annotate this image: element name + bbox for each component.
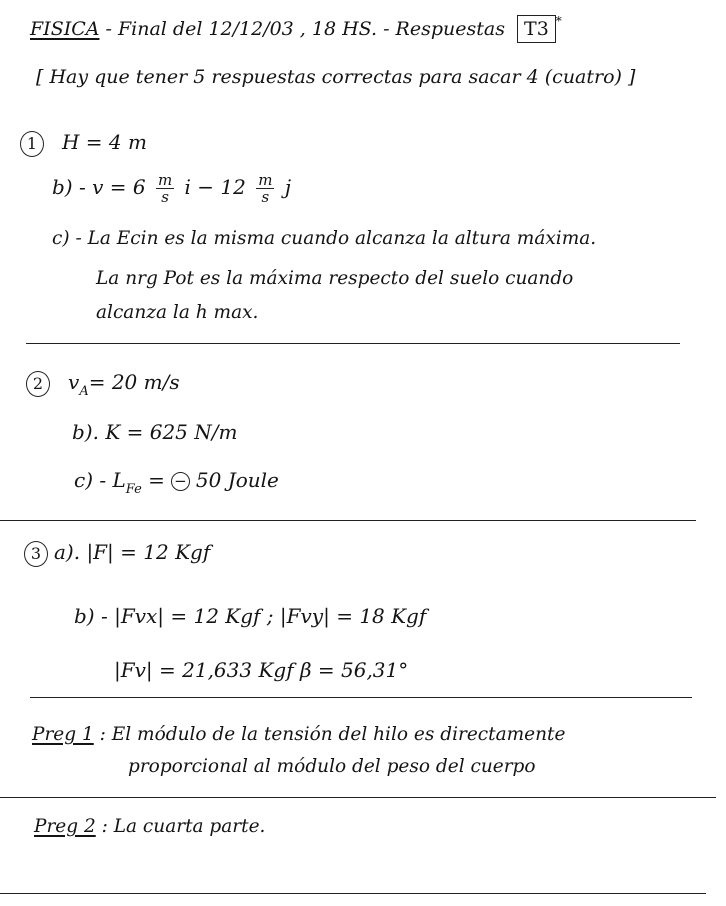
q3-answer-b-line1: b) - |Fvx| = 12 Kgf ; |Fvy| = 18 Kgf (74, 604, 427, 628)
subject-label: FISICA (30, 18, 100, 40)
q2-c-prefix: c) - L (74, 468, 126, 492)
q2-a-rest: = 20 m/s (88, 370, 180, 394)
q1-b-prefix: b) - v = 6 (52, 175, 146, 199)
preg2-text: : La cuarta parte. (101, 816, 266, 837)
q1-b-unit-1 (156, 172, 174, 205)
tema-mark: * (555, 14, 562, 28)
preg1-label: Preg 1 (32, 724, 94, 745)
divider-4 (0, 797, 716, 798)
q1-b-unit-1-num: m (157, 171, 173, 189)
q2-c-sign: − (171, 472, 190, 491)
q1-b-unit-2-den: s (261, 188, 270, 206)
title-text: - Final del 12/12/03 , 18 HS. - Respuestas (105, 18, 505, 40)
q1-b-unit-1-den: s (161, 188, 169, 206)
q2-a-sub: A (79, 384, 89, 399)
q1-a-text: H = 4 m (62, 130, 147, 154)
tema-box: T3 (517, 15, 556, 43)
exam-title (30, 14, 562, 43)
divider-2 (0, 520, 696, 521)
q1-b-unit-2 (256, 172, 274, 205)
q3-answer-b-line2: |Fv| = 21,633 Kgf β = 56,31° (114, 658, 409, 682)
q1-answer-a (20, 130, 147, 157)
grading-note: [ Hay que tener 5 respuestas correctas para sacar 4 (cuatro) ] (36, 66, 636, 88)
q1-b-mid: i − 12 (184, 175, 246, 199)
q1-answer-c-line1: c) - La Ecin es la misma cuando alcanza la altura máxima. (52, 228, 597, 249)
divider-5 (0, 893, 706, 894)
preg1-line2: proporcional al módulo del peso del cuerpo (128, 756, 536, 777)
q2-c-eq: = (148, 468, 165, 492)
q1-answer-c-line2: La nrg Pot es la máxima respecto del suelo cuando (96, 268, 574, 289)
preg2-line (34, 816, 265, 837)
q1-answer-b (52, 172, 291, 205)
q3-a-text: a). |F| = 12 Kgf (54, 540, 211, 564)
q2-c-sub: Fe (125, 482, 142, 497)
q3-answer-a (24, 540, 210, 567)
q1-number: 1 (20, 131, 44, 157)
preg2-label: Preg 2 (34, 816, 96, 837)
q1-b-suffix: j (284, 175, 292, 199)
preg1-line1 (32, 724, 565, 745)
q2-answer-c (74, 468, 279, 497)
q2-number: 2 (26, 371, 50, 397)
q1-b-unit-2-num: m (258, 171, 273, 189)
q2-answer-b: b). K = 625 N/m (72, 420, 238, 444)
preg1-text-1: : El módulo de la tensión del hilo es directamente (99, 724, 566, 745)
q2-a-main: v (68, 370, 80, 394)
q3-number: 3 (24, 541, 48, 567)
q1-answer-c-line3: alcanza la h max. (96, 302, 259, 323)
q2-answer-a (26, 370, 180, 399)
divider-1 (26, 343, 680, 344)
q2-c-rest: 50 Joule (195, 468, 279, 492)
divider-3 (30, 697, 692, 698)
